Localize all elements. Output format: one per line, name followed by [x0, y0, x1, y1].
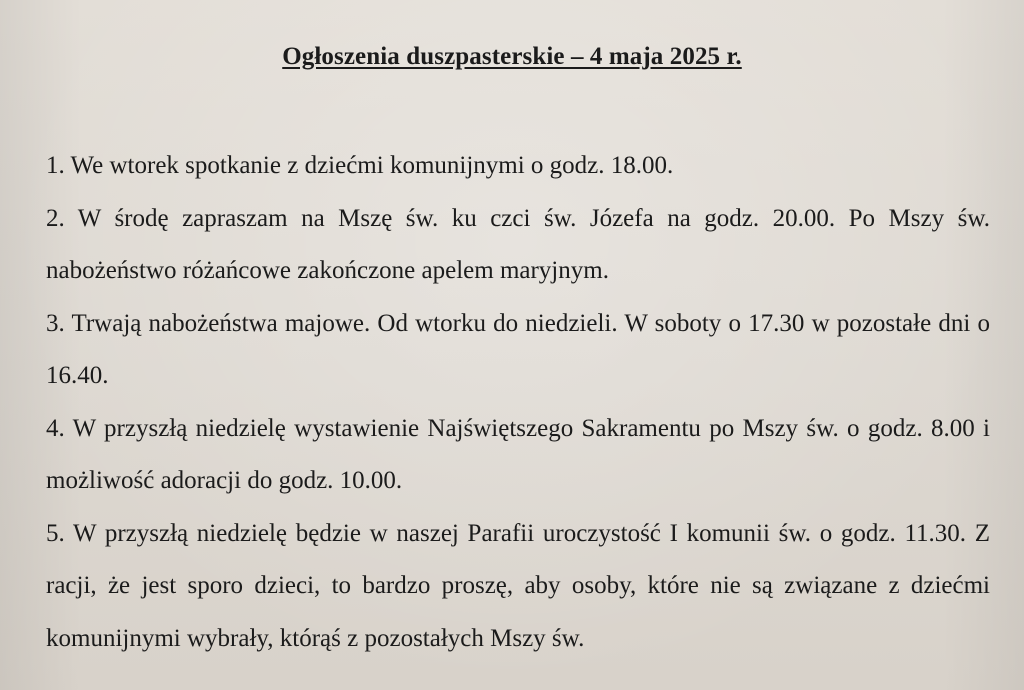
announcements-list: [46, 140, 990, 665]
announcement-item-1: 1. We wtorek spotkanie z dziećmi komunijnymi o godz. 18.00.: [46, 152, 674, 179]
page-title: Ogłoszenia duszpasterskie – 4 maja 2025 r.: [282, 43, 742, 70]
announcement-item-4: 4. W przyszłą niedzielę wystawienie Najświętszego Sakramentu po Mszy św. o godz. 8.00 i możliwość adoracji do godz. 10.00.: [46, 414, 990, 494]
announcement-item-3: 3. Trwają nabożeństwa majowe. Od wtorku do niedzieli. W soboty o 17.30 w pozostałe dni o 16.40.: [46, 309, 990, 389]
announcement-item-2: 2. W środę zapraszam na Mszę św. ku czci św. Józefa na godz. 20.00. Po Mszy św. nabożeństwo różańcowe zakończone apelem maryjnym.: [46, 204, 990, 284]
announcement-item-5: 5. W przyszłą niedzielę będzie w naszej Parafii uroczystość I komunii św. o godz. 11.30. Z racji, że jest sporo dzieci, to bardzo proszę, aby osoby, które nie są związane z dziećmi komunijnymi wybrały, którąś z pozostałych Mszy św.: [46, 519, 990, 652]
